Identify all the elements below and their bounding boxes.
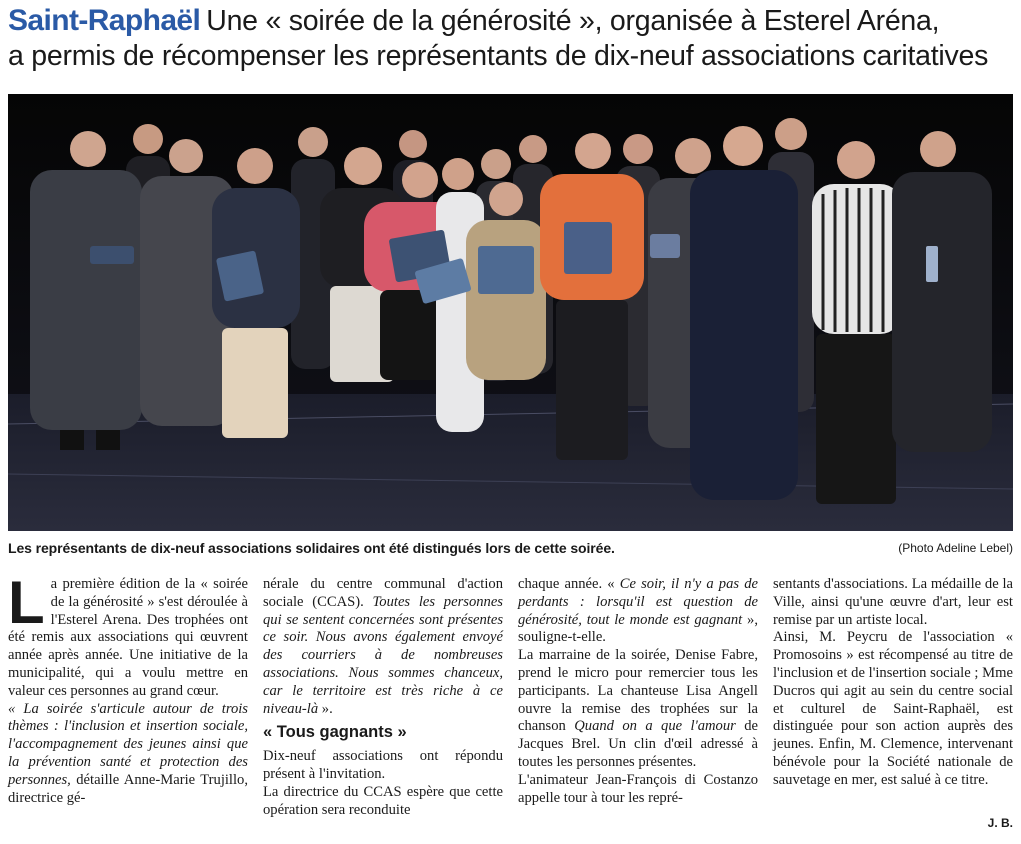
body-text: nérale du centre communal d'action sociale (CCAS). [263, 576, 503, 610]
intro-text: a première édition de la « soirée de la générosité » s'est déroulée à l'Esterel Arena. Des trophées ont été remis aux associations qui œuvrent année après année. Une initiative de la municipalité, qui a voulu mettre en valeur ces personnes au grand cœur. [8, 576, 248, 699]
headline-title-2: a permis de récompenser les représentants de dix-neuf associations caritatives [8, 40, 989, 72]
body-text: chaque année. « [518, 576, 620, 592]
article-column-2 [263, 576, 503, 819]
quote-text: « La soirée s'articule autour de trois thèmes : l'inclusion et insertion sociale, l'accompagnement des jeunes ainsi que la prévention santé et protection des personnes, [8, 700, 248, 788]
photo-caption: Les représentants de dix-neuf associations solidaires ont été distingués lors de cette soirée. [8, 540, 615, 556]
paragraph [263, 576, 503, 718]
article-column-3 [518, 576, 758, 807]
photo-caption-bar [8, 540, 1013, 560]
paragraph: sentants d'associations. La médaille de la Ville, ainsi qu'une œuvre d'art, leur est remise par un artiste local. [773, 576, 1013, 628]
paragraph: Dix-neuf associations ont répondu présent à l'invitation. [263, 748, 503, 782]
author-signature: J. B. [987, 816, 1013, 830]
headline-line-1 [8, 4, 1013, 39]
paragraph [8, 701, 248, 808]
drop-cap: L [8, 569, 45, 636]
paragraph [518, 647, 758, 772]
song-title: Quand on a que l'amour [574, 718, 736, 735]
article-body [8, 569, 1013, 838]
photo-credit: (Photo Adeline Lebel) [898, 541, 1013, 555]
group-photo [8, 94, 1013, 531]
paragraph: La directrice du CCAS espère que cette opération sera reconduite [263, 783, 503, 818]
body-text: La marraine de la soirée, Denise Fabre, prend le micro pour remercier tous les participants. La chanteuse Lisa Angell ouvre la remise des trophées sur la chanson [518, 647, 758, 735]
headline [8, 4, 1013, 73]
paragraph: L'animateur Jean-François di Costanzo appelle tour à tour les repré- [518, 771, 758, 806]
article-column-1 [8, 569, 248, 807]
headline-title-1: Une « soirée de la générosité », organisée à Esterel Aréna, [206, 5, 940, 37]
article-column-4 [773, 576, 1013, 790]
quote-text: Ce soir, il n'y a pas de perdants : lorsqu'il est question de générosité, tout le monde est gagnant [518, 576, 758, 628]
quote-text: Toutes les personnes qui se sentent concernées sont présentes ce soir. Nous avons également envoyé des courriers à de nombreuses associations. Nous sommes chanceux, car le territoire est très riche à ce niveau-là [263, 593, 503, 717]
group-photo-illustration [8, 94, 1013, 531]
body-text: », souligne-t-elle. [518, 611, 758, 646]
body-text: ». [318, 700, 333, 717]
paragraph [518, 576, 758, 647]
paragraph [8, 569, 248, 701]
body-text: de Jacques Brel. Un clin d'œil adressé à toutes les personnes présentes. [518, 718, 758, 770]
subhead: « Tous gagnants » [263, 723, 407, 742]
paragraph: Ainsi, M. Peycru de l'association « Promosoins » est récompensé au titre de l'inclusion et de l'insertion sociale ; Mme Ducros qui agit au sein du centre social et culturel de Saint-Raphaël, est distinguée pour son action auprès des jeunes. Enfin, M. Clemence, intervenant bénévole pour la Société nationale de sauvetage en mer, est salué à ce titre. [773, 629, 1013, 788]
headline-kicker: Saint-Raphaël [8, 4, 201, 37]
attribution-text: détaille Anne-Marie Trujillo, directrice gé- [8, 771, 248, 806]
